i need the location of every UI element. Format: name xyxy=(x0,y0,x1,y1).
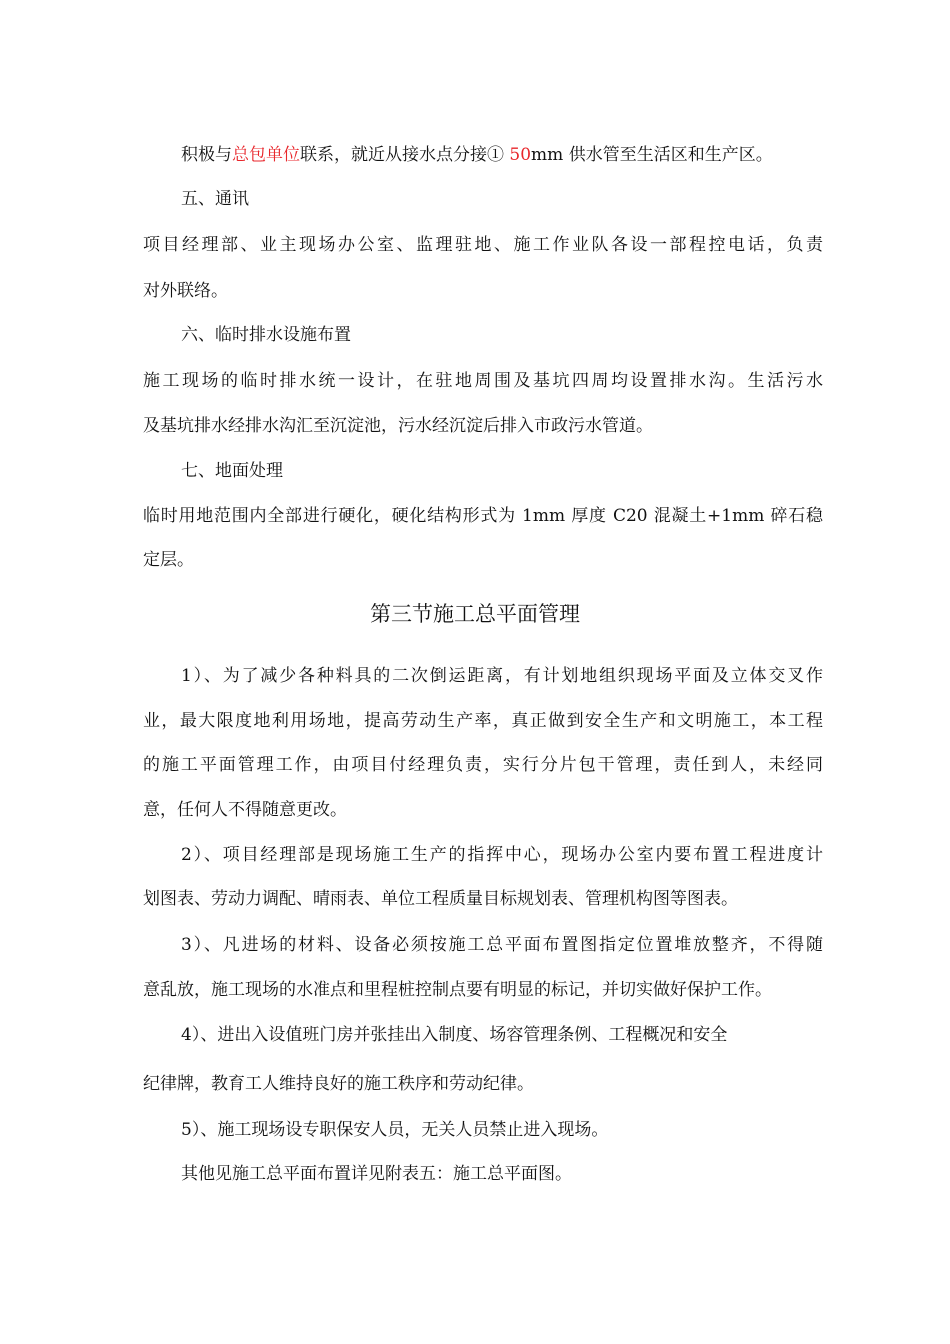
water-supply-line xyxy=(181,144,861,166)
text-segment: 积极与 xyxy=(181,145,232,165)
paragraph-5-line: 5）、施工现场设专职保安人员，无关人员禁止进入现场。 xyxy=(181,1120,609,1140)
paragraph-1-line: 业，最大限度地利用场地，提高劳动生产率，真正做到安全生产和文明施工，本工程 xyxy=(143,711,823,731)
pipe-size-highlight: 50 xyxy=(509,145,532,165)
section-heading-communication: 五、通讯 xyxy=(181,189,249,209)
general-contractor-highlight: 总包单位 xyxy=(232,145,300,165)
section-heading-drainage: 六、临时排水设施布置 xyxy=(181,325,351,345)
text-segment: mm 供水管至生活区和生产区。 xyxy=(531,145,773,165)
communication-paragraph-line: 项目经理部、业主现场办公室、监理驻地、施工作业队各设一部程控电话，负责 xyxy=(143,235,823,255)
communication-paragraph-line: 对外联络。 xyxy=(143,281,228,301)
paragraph-1-line: 的施工平面管理工作，由项目付经理负责，实行分片包干管理，责任到人，未经同 xyxy=(143,755,823,775)
section-heading-ground: 七、地面处理 xyxy=(181,461,283,481)
ground-paragraph-line: 定层。 xyxy=(143,550,194,570)
closing-line: 其他见施工总平面布置详见附表五：施工总平面图。 xyxy=(181,1164,572,1184)
paragraph-4-line: 纪律牌，教育工人维持良好的施工秩序和劳动纪律。 xyxy=(143,1074,534,1094)
section-title: 第三节施工总平面管理 xyxy=(370,602,580,626)
paragraph-3-line: 3）、凡进场的材料、设备必须按施工总平面布置图指定位置堆放整齐，不得随 xyxy=(181,935,823,955)
paragraph-2-line: 2）、项目经理部是现场施工生产的指挥中心，现场办公室内要布置工程进度计 xyxy=(181,845,823,865)
paragraph-1-line: 意，任何人不得随意更改。 xyxy=(143,800,347,820)
ground-paragraph-line: 临时用地范围内全部进行硬化，硬化结构形式为 1mm 厚度 C20 混凝土+1mm 碎石稳 xyxy=(143,506,823,526)
paragraph-1-line: 1）、为了减少各种料具的二次倒运距离，有计划地组织现场平面及立体交叉作 xyxy=(181,666,823,686)
paragraph-3-line: 意乱放，施工现场的水准点和里程桩控制点要有明显的标记，并切实做好保护工作。 xyxy=(143,980,772,1000)
paragraph-4-line: 4）、进出入设值班门房并张挂出入制度、场容管理条例、工程概况和安全 xyxy=(181,1025,728,1045)
drainage-paragraph-line: 及基坑排水经排水沟汇至沉淀池，污水经沉淀后排入市政污水管道。 xyxy=(143,416,653,436)
drainage-paragraph-line: 施工现场的临时排水统一设计，在驻地周围及基坑四周均设置排水沟。生活污水 xyxy=(143,371,823,391)
paragraph-2-line: 划图表、劳动力调配、晴雨表、单位工程质量目标规划表、管理机构图等图表。 xyxy=(143,889,738,909)
text-segment: 联系，就近从接水点分接① xyxy=(300,145,510,165)
